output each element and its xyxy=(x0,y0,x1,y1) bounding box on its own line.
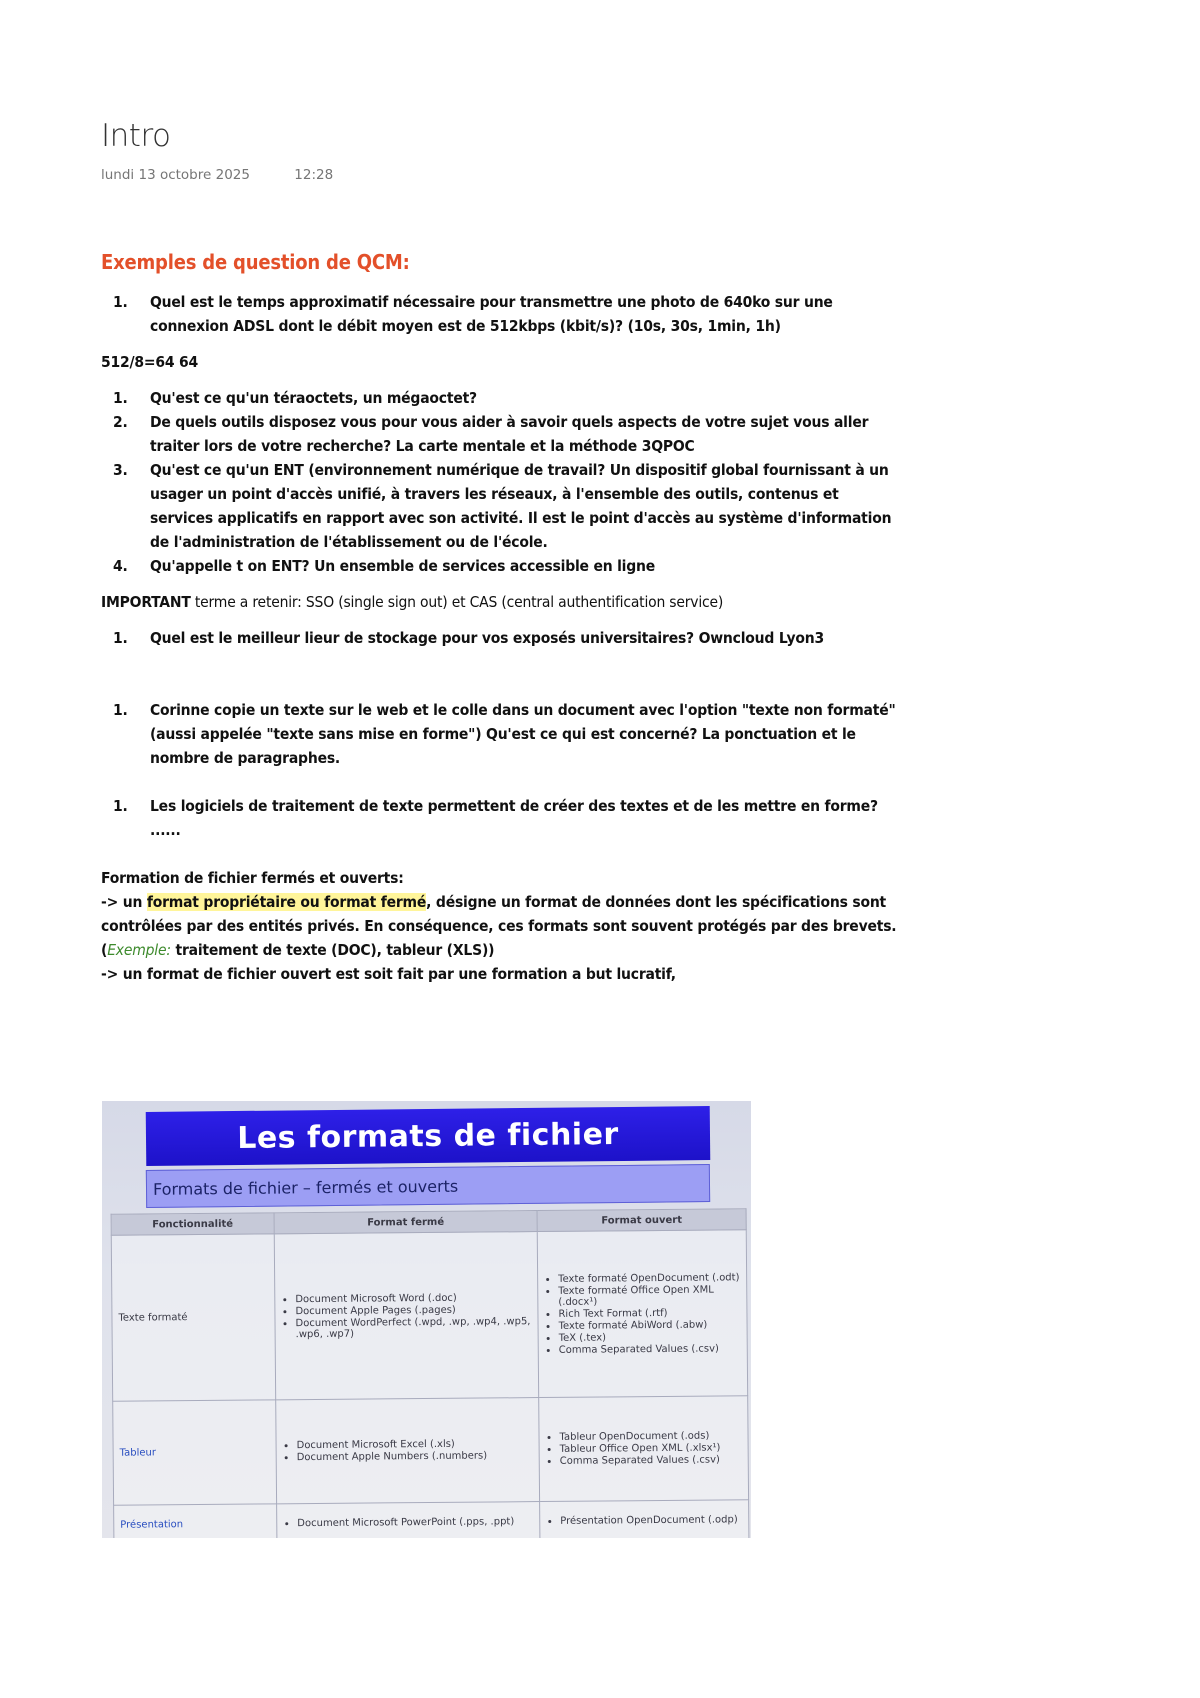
page-timestamp xyxy=(101,167,333,183)
formats-text: , désigne un format de données dont les spécifications sont contrôlées par des entités privés. En conséquence, ces formats sont souvent protégés par des brevets. ( xyxy=(101,893,897,959)
list-number: 3. xyxy=(113,461,128,479)
list-item xyxy=(101,458,901,554)
list-item xyxy=(101,626,901,650)
formats-example-text: traitement de texte (DOC), tableur (XLS)) xyxy=(170,941,495,959)
format-item: • Document Apple Pages (.pages) xyxy=(295,1304,531,1317)
list-number: 1. xyxy=(113,797,128,815)
table-row xyxy=(114,1500,749,1538)
row-label: Présentation xyxy=(114,1504,277,1538)
table-header: Format ouvert xyxy=(537,1209,746,1232)
format-item: • Document Microsoft Excel (.xls) xyxy=(297,1438,533,1451)
list-number: 4. xyxy=(113,557,128,575)
page-title: Intro xyxy=(101,118,171,154)
list-item xyxy=(101,410,901,458)
table-row xyxy=(111,1230,747,1402)
example-label: Exemple: xyxy=(107,941,171,959)
closed-formats xyxy=(276,1398,540,1504)
format-item: • Document Microsoft Word (.doc) xyxy=(295,1292,531,1305)
table-row xyxy=(113,1396,749,1506)
formats-paragraph xyxy=(101,890,901,962)
list-item xyxy=(101,794,901,842)
format-item: • Document Microsoft PowerPoint (.pps, .ppt) xyxy=(297,1516,533,1529)
open-formats xyxy=(539,1396,749,1502)
slide-photo[interactable] xyxy=(102,1101,751,1538)
list-number: 1. xyxy=(113,389,128,407)
format-item: • TeX (.tex) xyxy=(559,1331,741,1344)
question-text: Qu'est ce qu'un téraoctets, un mégaoctet? xyxy=(150,389,477,407)
question-list-5 xyxy=(101,794,901,842)
list-number: 1. xyxy=(113,629,128,647)
important-label: IMPORTANT xyxy=(101,593,191,611)
highlighted-term: format propriétaire ou format fermé xyxy=(146,893,427,911)
list-number: 1. xyxy=(113,701,128,719)
table-header: Format fermé xyxy=(274,1211,537,1234)
format-item: • Comma Separated Values (.csv) xyxy=(560,1454,742,1467)
formats-title: Formation de fichier fermés et ouverts: xyxy=(101,869,404,887)
important-text: terme a retenir: SSO (single sign out) et CAS (central authentification service) xyxy=(190,593,724,611)
section-heading: Exemples de question de QCM: xyxy=(101,250,410,274)
arrow-prefix: -> un xyxy=(101,893,147,911)
open-formats xyxy=(540,1500,749,1538)
question-list-1 xyxy=(101,290,901,338)
question-text: Qu'est ce qu'un ENT (environnement numérique de travail? Un dispositif global fournissant à un usager un point d'accès unifié, à travers les réseaux, à l'ensemble des outils, contenus et services applicatifs en rapport avec son activité. Il est le point d'accès au système d'information de l'administration de l'établissement ou de l'école. xyxy=(150,461,892,551)
question-text: De quels outils disposez vous pour vous aider à savoir quels aspects de votre sujet vous aller traiter lors de votre recherche? La carte mentale et la méthode 3QPOC xyxy=(150,413,869,455)
format-item: • Comma Separated Values (.csv) xyxy=(559,1343,741,1356)
question-text: Les logiciels de traitement de texte permettent de créer des textes et de les mettre en forme? ...... xyxy=(150,797,878,839)
closed-formats xyxy=(274,1232,538,1400)
question-text: Quel est le temps approximatif nécessaire pour transmettre une photo de 640ko sur une connexion ADSL dont le débit moyen est de 512kbps (kbit/s)? (10s, 30s, 1min, 1h) xyxy=(150,293,833,335)
question-list-2 xyxy=(101,386,901,578)
format-item: • Tableur OpenDocument (.ods) xyxy=(559,1430,741,1443)
list-item xyxy=(101,290,901,338)
list-number: 2. xyxy=(113,413,128,431)
format-item: • Texte formaté Office Open XML (.docx¹) xyxy=(558,1284,740,1308)
list-number: 1. xyxy=(113,293,128,311)
formats-table xyxy=(111,1208,750,1538)
formats-line-2: -> un format de fichier ouvert est soit fait par une formation a but lucratif, xyxy=(101,965,676,983)
question-list-3 xyxy=(101,626,901,650)
question-text: Qu'appelle t on ENT? Un ensemble de services accessible en ligne xyxy=(150,557,656,575)
row-label: Texte formaté xyxy=(111,1234,275,1401)
question-text: Corinne copie un texte sur le web et le colle dans un document avec l'option "texte non formaté" (aussi appelée "texte sans mise en forme") Qu'est ce qui est concerné? La ponctuation et le nombre de paragraphes. xyxy=(150,701,896,767)
open-formats xyxy=(537,1230,747,1398)
format-item: • Document WordPerfect (.wpd, .wp, .wp4, .wp5, .wp6, .wp7) xyxy=(295,1316,531,1340)
calculation-text: 512/8=64 64 xyxy=(101,353,199,371)
format-item: • Présentation OpenDocument (.odp) xyxy=(560,1514,742,1527)
note-body[interactable] xyxy=(101,248,901,986)
list-item xyxy=(101,386,901,410)
format-item: • Rich Text Format (.rtf) xyxy=(558,1307,740,1320)
list-item xyxy=(101,554,901,578)
format-item: • Tableur Office Open XML (.xlsx¹) xyxy=(560,1442,742,1455)
closed-formats xyxy=(277,1502,540,1538)
question-text: Quel est le meilleur lieur de stockage pour vos exposés universitaires? Owncloud Lyon3 xyxy=(150,629,824,647)
table-header: Fonctionnalité xyxy=(111,1213,274,1235)
slide-subtitle: Formats de fichier – fermés et ouverts xyxy=(146,1164,710,1208)
format-item: • Texte formaté OpenDocument (.odt) xyxy=(558,1272,740,1285)
page-time: 12:28 xyxy=(294,167,334,183)
important-note xyxy=(101,590,901,614)
format-item: • Document Apple Numbers (.numbers) xyxy=(297,1450,533,1463)
page-date: lundi 13 octobre 2025 xyxy=(101,167,250,183)
question-list-4 xyxy=(101,698,901,770)
format-item: • Texte formaté AbiWord (.abw) xyxy=(559,1319,741,1332)
list-item xyxy=(101,698,901,770)
row-label: Tableur xyxy=(113,1400,277,1505)
slide-banner: Les formats de fichier xyxy=(146,1106,711,1166)
